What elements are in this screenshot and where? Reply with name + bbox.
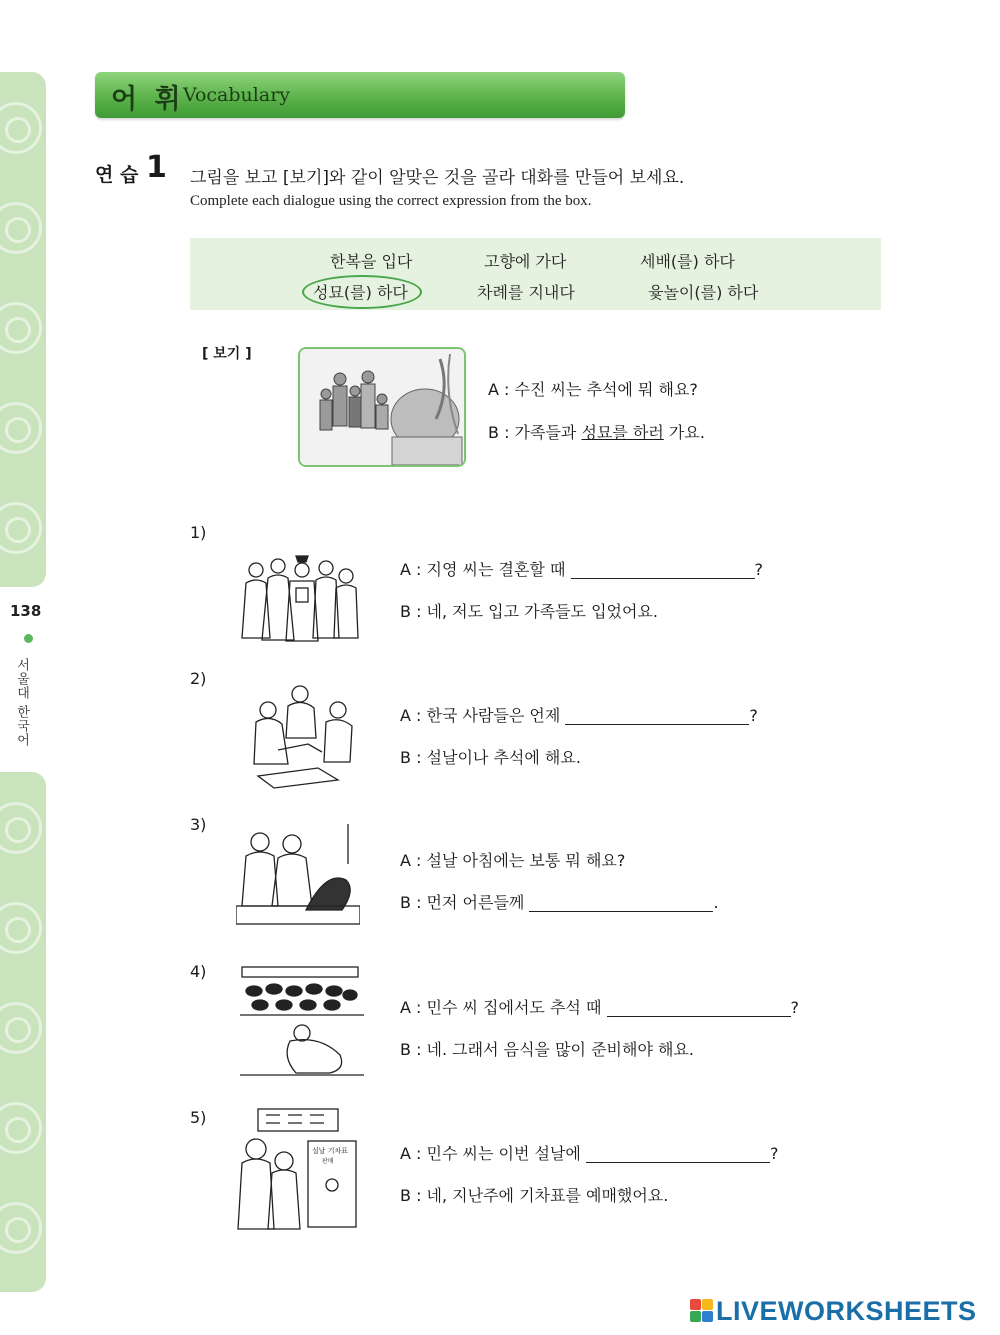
side-decoration-bottom <box>0 772 46 1292</box>
q5-sign-line-1: 설날 기차표 <box>312 1147 349 1155</box>
question-number: 2) <box>190 669 207 688</box>
question-b-prefix: B : 먼저 어른들께 <box>400 893 530 912</box>
question-1-illustration <box>236 548 360 650</box>
word-option: 세배(를) 하다 <box>640 252 735 271</box>
example-b-suffix: 가요. <box>663 423 705 442</box>
question-a-prefix: A : 민수 씨는 이번 설날에 <box>400 1144 586 1163</box>
question-a-suffix: ? <box>790 998 799 1017</box>
question-4-line-a <box>400 995 799 1018</box>
exercise-instruction-ko: 그림을 보고 [보기]와 같이 알맞은 것을 골라 대화를 만들어 보세요. <box>190 168 685 188</box>
question-b-text: B : 네. 그래서 음식을 많이 준비해야 해요. <box>400 1040 694 1059</box>
question-a-suffix: ? <box>769 1144 779 1163</box>
word-option: 윷놀이(를) 하다 <box>648 283 759 302</box>
question-2-answer-field[interactable] <box>565 709 749 725</box>
book-title: 서울대 한국어 <box>14 658 29 748</box>
section-title-en: Vocabulary <box>183 84 291 106</box>
side-decoration-top <box>0 72 46 587</box>
example-b-prefix: B : 가족들과 <box>488 423 582 442</box>
question-a-prefix: A : 한국 사람들은 언제 <box>400 706 566 725</box>
word-option: 성묘(를) 하다 <box>313 283 408 302</box>
question-5-line-a <box>400 1141 778 1164</box>
question-4-line-b <box>400 1037 694 1060</box>
q5-sign-line-2: 판매 <box>322 1158 334 1165</box>
question-b-suffix: . <box>713 893 719 912</box>
question-a-suffix: ? <box>749 706 758 725</box>
question-number: 3) <box>190 815 207 834</box>
example-line-b <box>488 420 705 443</box>
question-4-answer-field[interactable] <box>607 1001 791 1017</box>
question-1-line-b <box>400 599 658 622</box>
logo-text: LIVEWORKSHEETS <box>716 1296 977 1326</box>
logo-mark-icon <box>690 1299 714 1323</box>
word-option: 차례를 지내다 <box>477 283 575 302</box>
question-b-text: B : 네, 지난주에 기차표를 예매했어요. <box>400 1186 669 1205</box>
word-option: 고향에 가다 <box>484 252 567 271</box>
question-3-line-b <box>400 890 719 913</box>
section-title-ko: 어 휘 <box>111 84 185 115</box>
example-circle-mark <box>302 275 422 309</box>
question-1-line-a <box>400 557 763 580</box>
liveworksheets-logo[interactable] <box>690 1296 990 1326</box>
question-number: 1) <box>190 523 207 542</box>
question-3-line-a <box>400 848 625 871</box>
example-illustration <box>298 347 466 467</box>
question-2-line-b <box>400 745 581 768</box>
question-number: 5) <box>190 1108 207 1127</box>
example-line-a: A : 수진 씨는 추석에 뭐 해요? <box>488 380 698 399</box>
exercise-number: 1 <box>146 150 167 185</box>
question-4-illustration <box>240 965 364 1067</box>
question-2-illustration <box>238 680 362 782</box>
question-a-prefix: A : 지영 씨는 결혼할 때 <box>400 560 571 579</box>
example-tag: [ 보기 ] <box>202 346 252 362</box>
question-a-text: A : 설날 아침에는 보통 뭐 해요? <box>400 851 626 870</box>
word-option: 한복을 입다 <box>330 252 413 271</box>
section-header <box>95 72 625 118</box>
question-a-prefix: A : 민수 씨 집에서도 추석 때 <box>400 998 607 1017</box>
page-number: 138 <box>10 602 42 620</box>
example-b-answer: 성묘를 하러 <box>581 423 664 442</box>
question-number: 4) <box>190 962 207 981</box>
question-b-text: B : 설날이나 추석에 해요. <box>400 748 581 767</box>
question-5-answer-field[interactable] <box>586 1147 770 1163</box>
exercise-label: 연 습 <box>95 164 139 186</box>
question-1-answer-field[interactable] <box>571 563 755 579</box>
question-5-line-b <box>400 1183 668 1206</box>
question-a-suffix: ? <box>754 560 763 579</box>
question-b-text: B : 네, 저도 입고 가족들도 입었어요. <box>400 602 658 621</box>
question-5-illustration <box>236 1105 360 1235</box>
page-dot <box>24 634 33 643</box>
question-3-illustration <box>236 820 360 922</box>
exercise-instruction-en: Complete each dialogue using the correct expression from the box. <box>190 193 592 209</box>
question-2-line-a <box>400 703 758 726</box>
question-3-answer-field[interactable] <box>529 896 713 912</box>
